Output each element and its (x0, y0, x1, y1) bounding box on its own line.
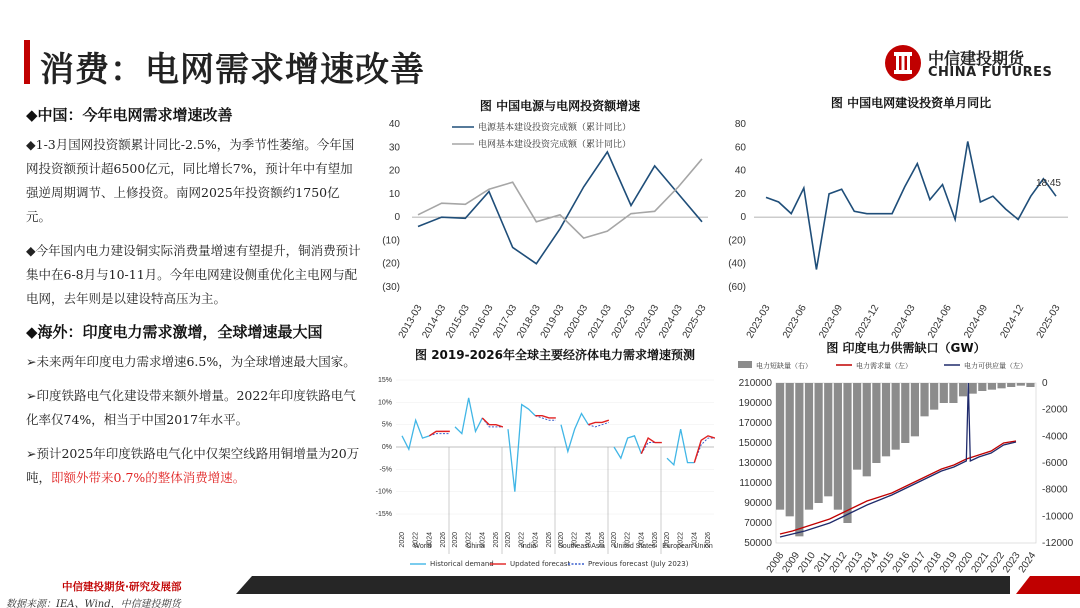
group-label: Southeast Asia (558, 543, 605, 550)
shortage-bar (911, 383, 919, 436)
group-label: India (520, 543, 537, 550)
y-tick-label: 40 (734, 165, 746, 177)
text-column (26, 104, 362, 500)
x-tick-label: 2024-06 (925, 303, 954, 341)
year-label: 2022 (677, 532, 685, 548)
shortage-bar (969, 383, 977, 394)
shortage-bar (940, 383, 948, 403)
year-label: 2024 (426, 532, 434, 548)
overseas-heading: ◆海外：印度电力需求激增，全球增速最大国 (26, 323, 323, 341)
year-label: 2020 (452, 532, 459, 548)
y-tick-label: (60) (728, 282, 746, 293)
year-label: 2024 (532, 532, 540, 548)
y-tick-label: 15% (377, 377, 392, 384)
x-tick-label: 2024-09 (962, 303, 991, 341)
chart-2-title: 图 中国电网建设投资单月同比 (830, 96, 992, 110)
y-left-tick: 170000 (738, 418, 772, 429)
year-label: 2024 (585, 532, 593, 548)
china-paragraph-2: ◆今年国内电力建设铜实际消费量增速有望提升，铜消费预计集中在6-8月与10-11月。今年电网建设侧重优化主电网与配电网，去年则是以建设特高压为主。 (26, 243, 361, 306)
shortage-bar (795, 383, 803, 536)
y-tick-label: -10% (375, 488, 392, 496)
updated-forecast-line (694, 436, 715, 463)
y-right-tick: -6000 (1042, 458, 1068, 469)
legend-label: 电力需求量（左） (856, 362, 912, 370)
year-label: 2026 (705, 532, 712, 548)
x-tick-label: 2019 (937, 550, 960, 575)
year-label: 2024 (691, 532, 699, 548)
y-right-tick: -2000 (1042, 404, 1068, 416)
page-title: 消费：电网需求增速改善 (40, 50, 425, 90)
y-tick-label: (40) (728, 258, 746, 270)
legend-label: Previous forecast (July 2023) (588, 560, 689, 568)
logo-en-text: CHINA FUTURES (928, 65, 1053, 80)
x-tick-label: 2021-03 (586, 303, 614, 341)
y-left-tick: 210000 (738, 378, 772, 389)
x-tick-label: 2014-03 (420, 303, 449, 341)
year-label: 2020 (664, 532, 671, 548)
series-line (766, 141, 1056, 269)
y-right-tick: -10000 (1042, 511, 1074, 523)
x-tick-label: 2024-12 (998, 303, 1027, 341)
group-label: United States (613, 543, 656, 550)
chart-4-title: 图 印度电力供需缺口（GW） (826, 341, 986, 355)
updated-forecast-line (588, 420, 609, 424)
shortage-bar (834, 383, 842, 510)
x-tick-label: 2017-03 (491, 303, 520, 341)
china-heading: ◆中国：今年电网需求增速改善 (26, 106, 233, 124)
y-right-tick: -12000 (1042, 538, 1074, 549)
x-tick-label: 2023-03 (744, 303, 773, 341)
y-left-tick: 150000 (738, 438, 772, 449)
x-tick-label: 2017 (906, 550, 929, 575)
legend-label: 电力可供应量（左） (964, 362, 1027, 370)
x-tick-label: 2016-03 (467, 303, 496, 341)
shortage-bar (863, 383, 871, 476)
y-tick-label: 0 (394, 212, 400, 224)
year-label: 2024 (479, 532, 487, 548)
year-label: 2022 (571, 532, 579, 548)
y-tick-label: (30) (382, 282, 400, 293)
year-label: 2022 (465, 532, 473, 548)
overseas-p3-a: ➢预计2025年印度铁路电气化中仅架空线路用铜增量为20万吨， (26, 446, 360, 485)
legend-swatch (738, 361, 752, 368)
chart-4-svg (724, 338, 1078, 578)
y-tick-label: -5% (379, 466, 392, 474)
chart-global-demand (370, 344, 720, 576)
y-tick-label: 20 (734, 188, 746, 200)
overseas-paragraph-2: ➢印度铁路电气化建设带来额外增量。2022年印度铁路电气化率仅74%，相当于中国2017年水平。 (26, 388, 356, 427)
shortage-bar (1017, 383, 1025, 386)
shortage-bar (978, 383, 986, 391)
china-paragraph-1: ◆1-3月国网投资额累计同比-2.5%，为季节性萎缩。今年国网投资额预计超6500亿元，同比增长7%，预计年中有望加强逆周期调节、上修投资。南网2025年投资额约1750亿元。 (26, 137, 355, 224)
group-label: European Union (662, 543, 713, 550)
year-label: 2022 (624, 532, 632, 548)
y-left-tick: 130000 (738, 458, 772, 469)
x-tick-label: 2024-03 (657, 303, 685, 341)
overseas-paragraph-3 (26, 442, 362, 490)
year-label: 2022 (412, 532, 420, 548)
historical-line (508, 405, 535, 492)
x-tick-label: 2018-03 (515, 303, 543, 341)
y-left-tick: 110000 (739, 478, 772, 489)
x-tick-label: 2024-03 (889, 303, 918, 341)
legend-label: Updated forecast (510, 560, 571, 568)
x-tick-label: 2014 (859, 550, 881, 575)
legend-label: 电网基本建设投资完成额（累计同比） (478, 140, 632, 150)
year-label: 2020 (558, 532, 565, 548)
y-right-tick: -8000 (1042, 484, 1068, 496)
chart-2-annotation: 18:45 (1035, 178, 1061, 190)
year-label: 2026 (546, 532, 553, 548)
y-tick-label: 40 (388, 119, 400, 130)
title-accent-bar (24, 40, 30, 84)
x-tick-label: 2025-03 (1034, 303, 1063, 341)
x-tick-label: 2023-09 (817, 303, 846, 341)
company-logo (884, 44, 1074, 86)
year-label: 2024 (638, 532, 646, 548)
year-label: 2026 (493, 532, 500, 548)
chart-1-svg (370, 94, 715, 344)
data-source: 数据来源：IEA、Wind，中信建投期货 (6, 599, 181, 608)
y-tick-label: 10 (388, 188, 400, 200)
shortage-bar (997, 383, 1005, 388)
group-label: China (466, 543, 485, 550)
shortage-bar (1007, 383, 1015, 387)
year-label: 2026 (440, 532, 447, 548)
historical-line (561, 414, 588, 452)
x-tick-label: 2020 (953, 550, 976, 575)
shortage-bar (843, 383, 851, 523)
updated-forecast-line (535, 416, 556, 418)
y-right-tick: -4000 (1042, 431, 1068, 443)
x-tick-label: 2023-06 (780, 303, 809, 341)
shortage-bar (786, 383, 794, 516)
year-label: 2020 (399, 532, 406, 548)
year-label: 2026 (599, 532, 606, 548)
x-tick-label: 2013-03 (396, 303, 425, 341)
historical-line (455, 398, 482, 434)
shortage-bar (805, 383, 813, 510)
y-tick-label: -15% (375, 511, 392, 518)
x-tick-label: 2021 (969, 550, 992, 575)
shortage-bar (824, 383, 832, 496)
y-left-tick: 50000 (744, 538, 772, 549)
y-left-tick: 190000 (738, 398, 772, 409)
y-tick-label: (20) (382, 258, 400, 270)
shortage-bar (920, 383, 928, 416)
logo-cn-text: 中信建投期货 (928, 49, 1025, 68)
x-tick-label: 2015-03 (444, 303, 472, 341)
shortage-bar (853, 383, 861, 470)
x-tick-label: 2020-03 (562, 303, 591, 341)
shortage-bar (776, 383, 784, 510)
legend-label: 电力短缺量（右） (756, 362, 812, 370)
x-tick-label: 2023-03 (633, 303, 662, 341)
x-tick-label: 2008 (764, 550, 787, 575)
year-label: 2026 (652, 532, 659, 548)
footer-label: 中信建投期货·研究发展部 (62, 581, 182, 593)
y-tick-label: 80 (734, 119, 746, 130)
shortage-bar (815, 383, 823, 503)
y-tick-label: 60 (734, 142, 746, 154)
x-tick-label: 2023 (1000, 550, 1023, 575)
legend-label: Historical demand (430, 560, 494, 568)
chart-2-svg (724, 94, 1074, 344)
x-tick-label: 2022-03 (609, 303, 638, 341)
chart-3-svg (370, 344, 720, 576)
shortage-bar (882, 383, 890, 456)
chart-grid-monthly (724, 94, 1074, 344)
y-right-tick: 0 (1042, 378, 1048, 389)
chart-3-title: 图 2019-2026年全球主要经济体电力需求增速预测 (415, 348, 695, 362)
x-tick-label: 2025-03 (680, 303, 709, 341)
chart-power-grid-investment (370, 94, 715, 344)
shortage-bar (959, 383, 967, 396)
overseas-p3-highlight: 即额外带来0.7%的整体消费增速。 (51, 470, 246, 485)
x-tick-label: 2011 (812, 550, 834, 575)
year-label: 2020 (611, 532, 618, 548)
citic-logo-icon (884, 44, 922, 82)
shortage-bar (949, 383, 957, 403)
x-tick-label: 2015 (874, 550, 897, 575)
shortage-bar (872, 383, 880, 463)
shortage-bar (930, 383, 938, 410)
x-tick-label: 2016 (890, 550, 913, 575)
x-tick-label: 2013 (843, 550, 866, 575)
series-line-0 (418, 152, 702, 264)
y-tick-label: 10% (377, 399, 392, 407)
shortage-bar (988, 383, 996, 390)
updated-forecast-line (641, 438, 662, 454)
x-tick-label: 2012 (827, 550, 850, 575)
chart-1-title: 图 中国电源与电网投资额增速 (479, 99, 641, 113)
year-label: 2022 (518, 532, 526, 548)
y-tick-label: (20) (728, 235, 746, 247)
x-tick-label: 2022 (985, 550, 1007, 575)
y-left-tick: 70000 (744, 518, 772, 529)
y-tick-label: 30 (388, 142, 400, 154)
y-left-tick: 90000 (744, 498, 772, 509)
y-tick-label: 5% (381, 421, 392, 429)
shortage-bar (892, 383, 900, 450)
y-tick-label: (10) (382, 235, 400, 247)
overseas-paragraph-1: ➢未来两年印度电力需求增速6.5%，为全球增速最大国家。 (26, 354, 356, 369)
group-label: World (413, 543, 432, 550)
y-tick-label: 20 (388, 165, 400, 177)
x-tick-label: 2023-12 (853, 303, 882, 341)
x-tick-label: 2018 (922, 550, 944, 575)
legend-label: 电源基本建设投资完成额（累计同比） (478, 123, 632, 133)
x-tick-label: 2019-03 (538, 303, 567, 341)
year-label: 2020 (505, 532, 512, 548)
x-tick-label: 2010 (796, 550, 818, 575)
chart-india-gap (724, 338, 1078, 578)
shortage-bar (901, 383, 909, 443)
y-tick-label: 0 (740, 212, 746, 224)
y-tick-label: 0% (381, 444, 392, 451)
x-tick-label: 2009 (780, 550, 803, 575)
shortage-bar (1026, 383, 1034, 387)
x-tick-label: 2024 (1016, 550, 1039, 575)
